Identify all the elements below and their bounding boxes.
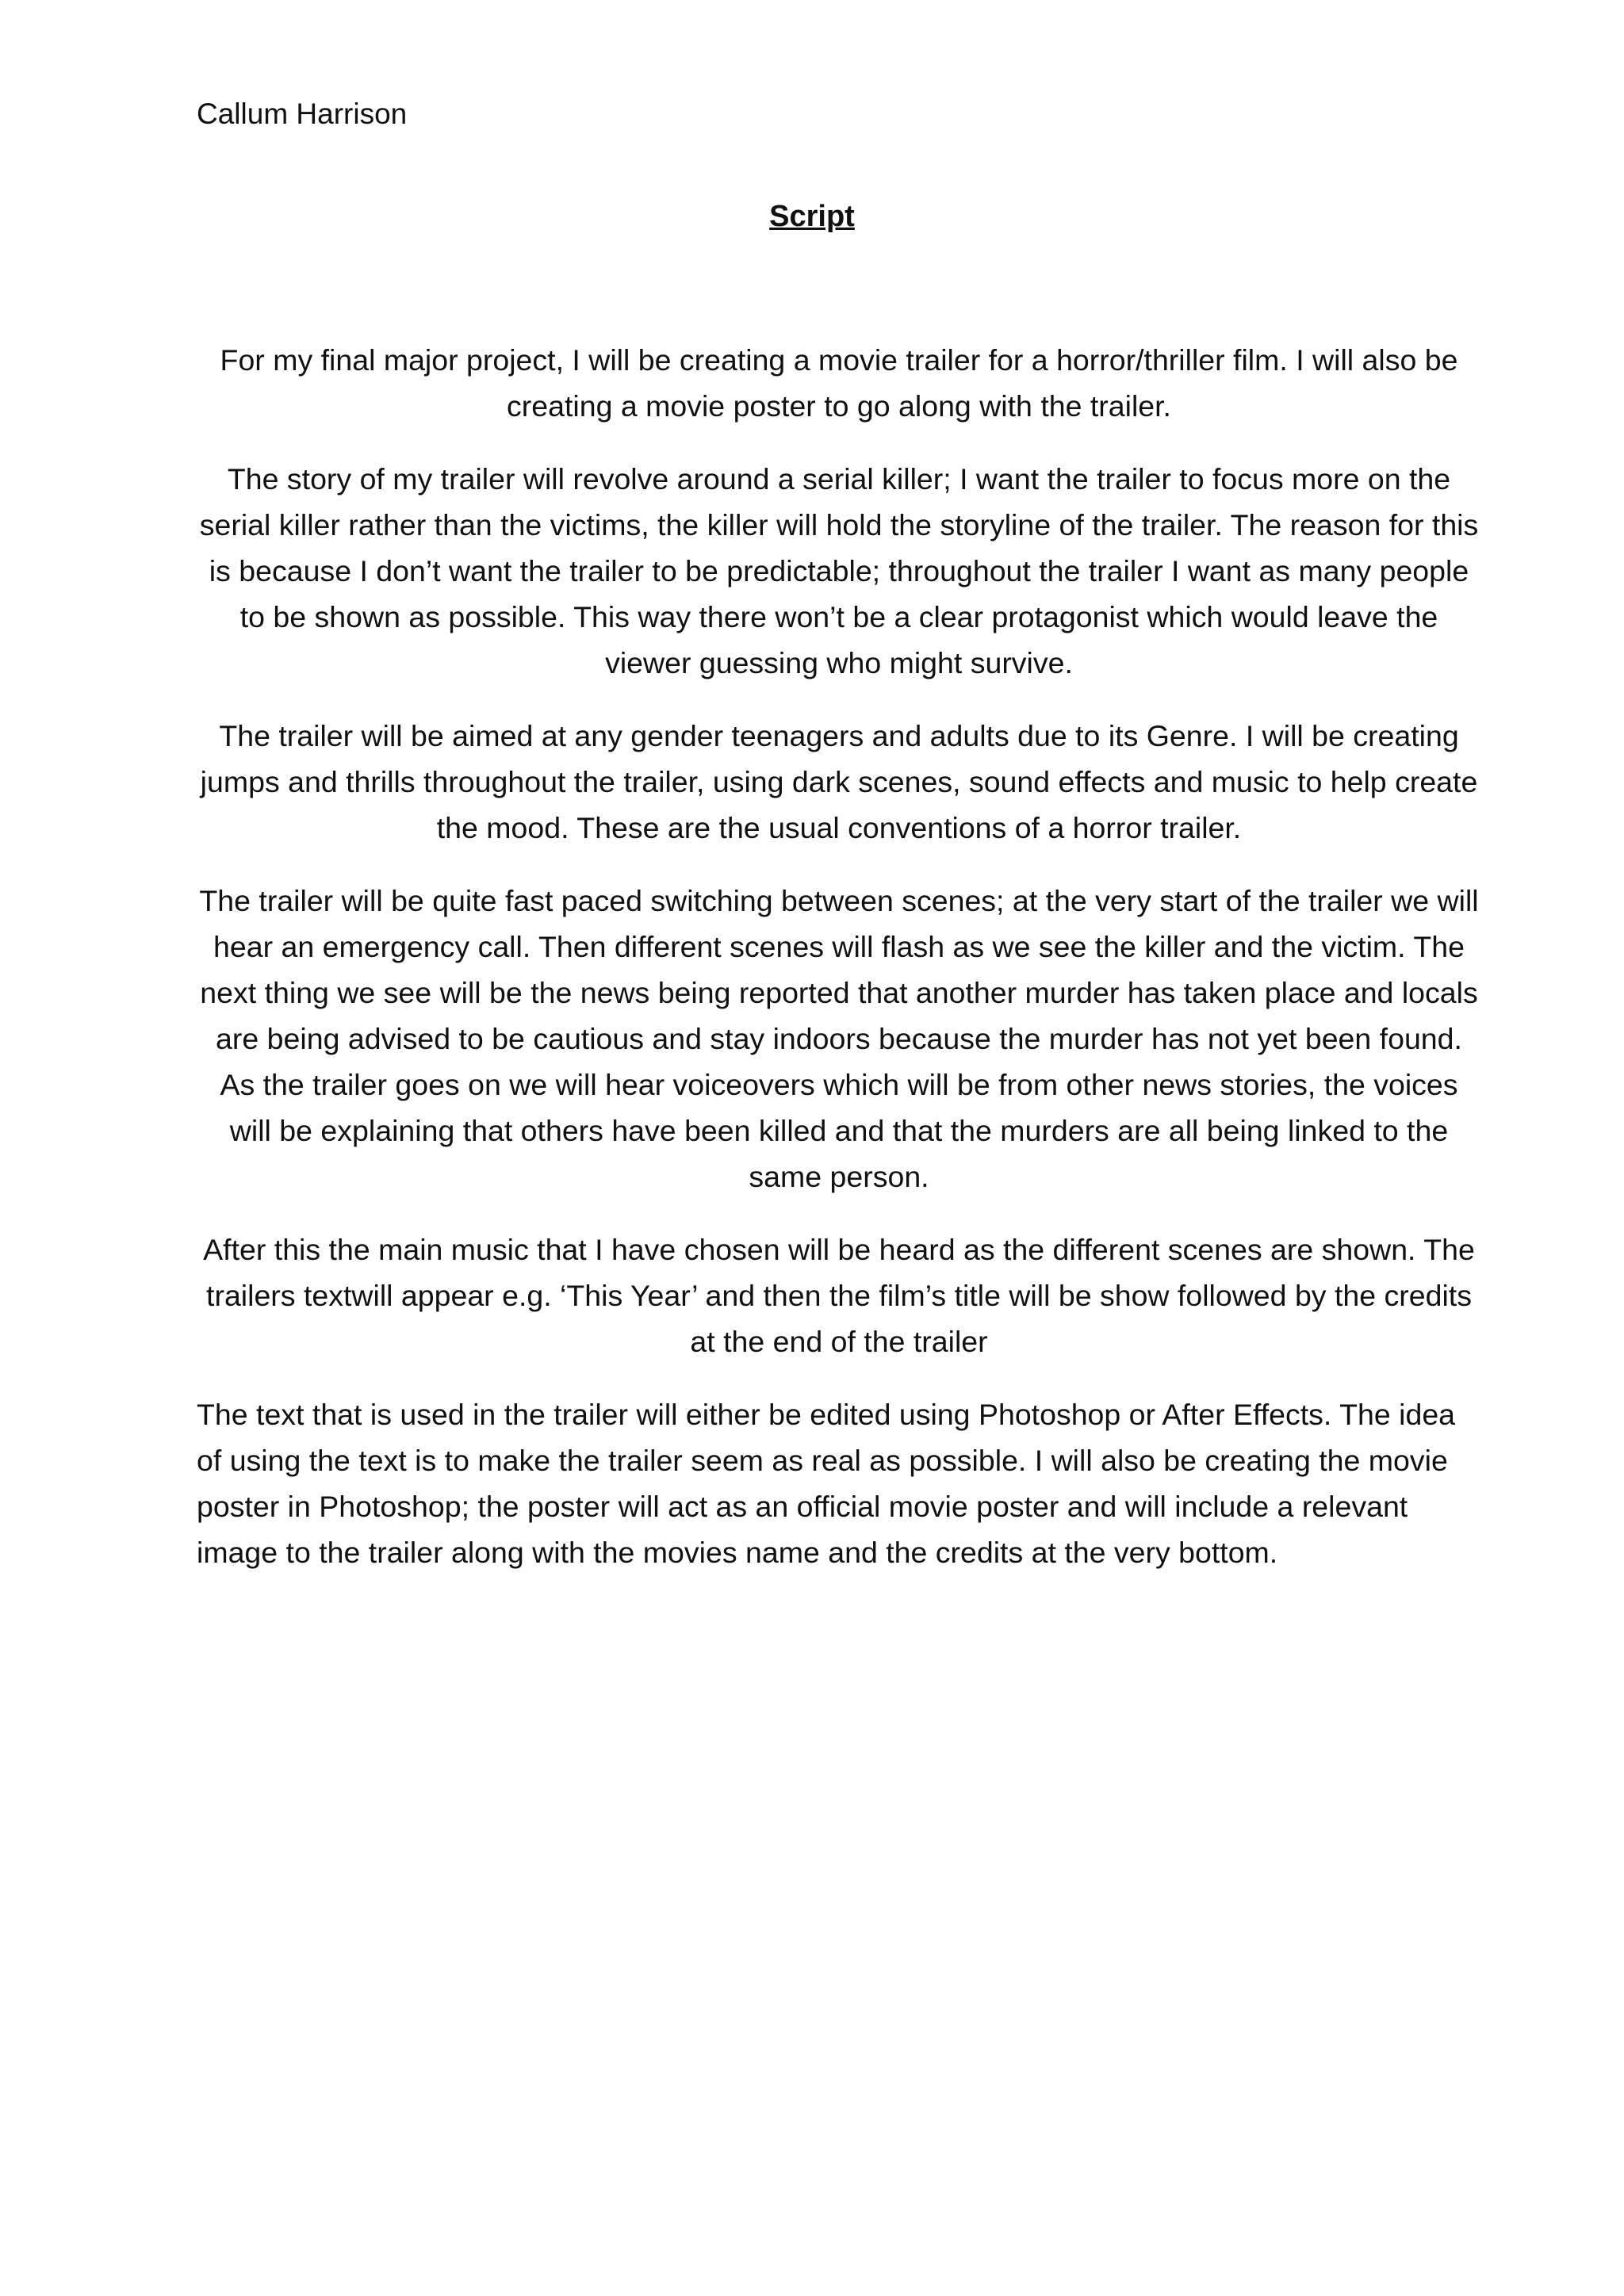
- paragraph-story: The story of my trailer will revolve around a serial killer; I want the trailer to focus more on the serial killer rather than the victims, the killer will hold the storyline of the trailer. The reason for this is because I don’t want the trailer to be predictable; throughout the trailer I want as many people to be shown as possible. This way there won’t be a clear protagonist which would leave the viewer guessing who might survive.: [199, 462, 1479, 679]
- paragraph-pacing: The trailer will be quite fast paced switching between scenes; at the very start of the trailer we will hear an emergency call. Then different scenes will flash as we see the killer and the victim. The next thing we see will be the news being reported that another murder has taken place and locals are being advised to be cautious and stay indoors because the murder has not yet been found. As the trailer goes on we will hear voiceovers which will be from other news stories, the voices will be explaining that others have been killed and that the murders are all being linked to the same person.: [199, 884, 1479, 1193]
- document-title: Script: [769, 200, 855, 233]
- paragraph-music: After this the main music that I have chosen will be heard as the different scenes are shown. The trailers textwill appear e.g. ‘This Year’ and then the film’s title will be show followed by the credits at the end of the trailer: [203, 1233, 1475, 1358]
- paragraph-intro: For my final major project, I will be creating a movie trailer for a horror/thriller film. I will also be creating a movie poster to go along with the trailer.: [220, 343, 1458, 423]
- paragraph-audience: The trailer will be aimed at any gender teenagers and adults due to its Genre. I will be creating jumps and thrills throughout the trailer, using dark scenes, sound effects and music to help create the mood. These are the usual conventions of a horror trailer.: [200, 719, 1478, 844]
- paragraph-text-and-poster: The text that is used in the trailer will either be edited using Photoshop or After Effects. The idea of using the text is to make the trailer seem as real as possible. I will also be creating the movie poster in Photoshop; the poster will act as an official movie poster and will include a relevant image to the trailer along with the movies name and the credits at the very bottom.: [197, 1398, 1456, 1569]
- document-body: [197, 337, 1481, 1602]
- author-name: Callum Harrison: [197, 98, 408, 130]
